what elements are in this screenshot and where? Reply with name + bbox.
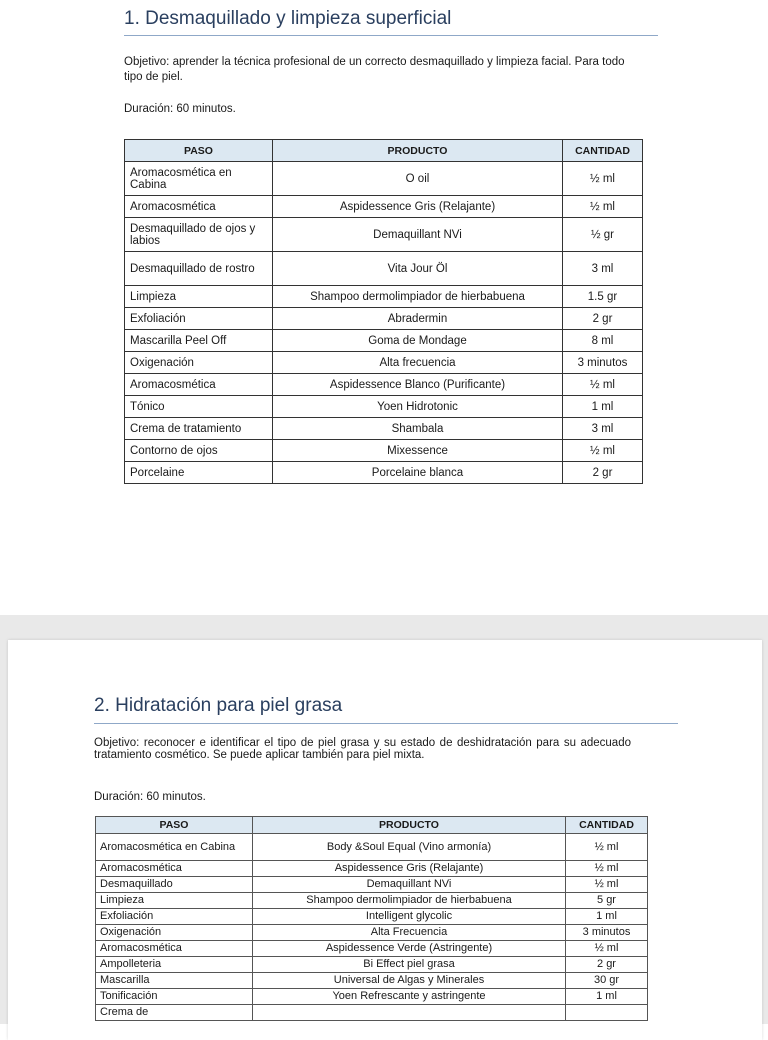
cell-paso: Porcelaine	[125, 462, 273, 484]
column-header-paso: PASO	[125, 140, 273, 162]
cell-producto: Shampoo dermolimpiador de hierbabuena	[253, 893, 566, 909]
section-2-objective: Objetivo: reconocer e identificar el tipo de piel grasa y su estado de deshidratación para su adecuado tratamiento cosmético. Se puede aplicar también para piel mixta.	[94, 737, 631, 761]
cell-cantidad: 2 gr	[566, 957, 648, 973]
cell-paso: Limpieza	[125, 286, 273, 308]
table-header-row	[125, 140, 643, 162]
table-row	[96, 989, 648, 1005]
title-underline	[94, 723, 678, 724]
cell-producto	[253, 1005, 566, 1021]
cell-cantidad: 1 ml	[563, 396, 643, 418]
table-row	[125, 440, 643, 462]
cell-cantidad	[566, 1005, 648, 1021]
table-row	[125, 418, 643, 440]
cell-cantidad: ½ ml	[563, 162, 643, 196]
cell-paso: Desmaquillado de rostro	[125, 252, 273, 286]
table-row	[125, 162, 643, 196]
section-1-title: 1. Desmaquillado y limpieza superficial	[124, 8, 452, 29]
cell-producto: Abradermin	[273, 308, 563, 330]
table-row	[125, 396, 643, 418]
cell-producto: Demaquillant NVi	[273, 218, 563, 252]
table-row	[96, 861, 648, 877]
cell-paso: Oxigenación	[125, 352, 273, 374]
cell-producto: Demaquillant NVi	[253, 877, 566, 893]
cell-producto: Aspidessence Verde (Astringente)	[253, 941, 566, 957]
cell-paso: Crema de tratamiento	[125, 418, 273, 440]
table-row	[125, 252, 643, 286]
section-2-table	[95, 816, 648, 1021]
cell-paso: Limpieza	[96, 893, 253, 909]
cell-paso: Desmaquillado	[96, 877, 253, 893]
cell-cantidad: ½ ml	[566, 861, 648, 877]
cell-paso: Tonificación	[96, 989, 253, 1005]
table-row	[125, 308, 643, 330]
column-header-producto: PRODUCTO	[253, 817, 566, 834]
cell-cantidad: 30 gr	[566, 973, 648, 989]
cell-producto: Yoen Refrescante y astringente	[253, 989, 566, 1005]
cell-paso: Aromacosmética	[125, 374, 273, 396]
cell-producto: Alta Frecuencia	[253, 925, 566, 941]
section-2-title: 2. Hidratación para piel grasa	[94, 695, 343, 716]
table-row	[96, 925, 648, 941]
section-2-duration: Duración: 60 minutos.	[94, 791, 206, 803]
cell-producto: Aspidessence Blanco (Purificante)	[273, 374, 563, 396]
cell-producto: Goma de Mondage	[273, 330, 563, 352]
table-header-row	[96, 817, 648, 834]
cell-paso: Exfoliación	[125, 308, 273, 330]
cell-cantidad: 8 ml	[563, 330, 643, 352]
table-row	[96, 877, 648, 893]
cell-cantidad: 3 ml	[563, 418, 643, 440]
cell-cantidad: ½ ml	[566, 941, 648, 957]
cell-cantidad: 3 minutos	[566, 925, 648, 941]
cell-producto: Shambala	[273, 418, 563, 440]
table-row	[96, 893, 648, 909]
document-page-2	[8, 640, 762, 1040]
column-header-paso: PASO	[96, 817, 253, 834]
cell-producto: Aspidessence Gris (Relajante)	[273, 196, 563, 218]
cell-cantidad: 1.5 gr	[563, 286, 643, 308]
cell-paso: Desmaquillado de ojos y labios	[125, 218, 273, 252]
cell-cantidad: 3 ml	[563, 252, 643, 286]
cell-producto: Shampoo dermolimpiador de hierbabuena	[273, 286, 563, 308]
cell-cantidad: ½ ml	[563, 374, 643, 396]
table-row	[96, 1005, 648, 1021]
table-row	[125, 218, 643, 252]
cell-producto: Bi Effect piel grasa	[253, 957, 566, 973]
cell-paso: Tónico	[125, 396, 273, 418]
cell-cantidad: ½ ml	[566, 834, 648, 861]
section-1-duration: Duración: 60 minutos.	[124, 103, 236, 115]
table-row	[96, 909, 648, 925]
cell-cantidad: 2 gr	[563, 462, 643, 484]
cell-paso: Oxigenación	[96, 925, 253, 941]
cell-producto: Yoen Hidrotonic	[273, 396, 563, 418]
cell-producto: Vita Jour Öl	[273, 252, 563, 286]
table-row	[96, 973, 648, 989]
column-header-producto: PRODUCTO	[273, 140, 563, 162]
cell-cantidad: ½ ml	[566, 877, 648, 893]
cell-producto: Intelligent glycolic	[253, 909, 566, 925]
cell-cantidad: 2 gr	[563, 308, 643, 330]
cell-paso: Crema de	[96, 1005, 253, 1021]
section-1-objective: Objetivo: aprender la técnica profesional de un correcto desmaquillado y limpieza facial. Para todo tipo de piel.	[124, 56, 625, 83]
cell-cantidad: ½ ml	[563, 196, 643, 218]
column-header-cantidad: CANTIDAD	[566, 817, 648, 834]
cell-cantidad: 1 ml	[566, 989, 648, 1005]
title-underline	[124, 35, 658, 36]
table-row	[96, 834, 648, 861]
cell-paso: Mascarilla Peel Off	[125, 330, 273, 352]
cell-producto: Alta frecuencia	[273, 352, 563, 374]
cell-cantidad: 3 minutos	[563, 352, 643, 374]
table-row	[96, 941, 648, 957]
cell-producto: Universal de Algas y Minerales	[253, 973, 566, 989]
table-row	[125, 196, 643, 218]
table-row	[125, 352, 643, 374]
cell-paso: Aromacosmética	[125, 196, 273, 218]
cell-cantidad: 5 gr	[566, 893, 648, 909]
table-row	[125, 330, 643, 352]
cell-producto: O oil	[273, 162, 563, 196]
cell-producto: Mixessence	[273, 440, 563, 462]
cell-paso: Aromacosmética en Cabina	[96, 834, 253, 861]
cell-cantidad: ½ ml	[563, 440, 643, 462]
cell-paso: Aromacosmética	[96, 941, 253, 957]
cell-cantidad: 1 ml	[566, 909, 648, 925]
cell-paso: Aromacosmética en Cabina	[125, 162, 273, 196]
cell-paso: Exfoliación	[96, 909, 253, 925]
cell-producto: Porcelaine blanca	[273, 462, 563, 484]
cell-producto: Body &Soul Equal (Vino armonía)	[253, 834, 566, 861]
column-header-cantidad: CANTIDAD	[563, 140, 643, 162]
cell-paso: Mascarilla	[96, 973, 253, 989]
cell-producto: Aspidessence Gris (Relajante)	[253, 861, 566, 877]
table-row	[125, 286, 643, 308]
cell-paso: Aromacosmética	[96, 861, 253, 877]
table-row	[96, 957, 648, 973]
cell-paso: Ampolleteria	[96, 957, 253, 973]
section-1-table	[124, 139, 643, 484]
cell-paso: Contorno de ojos	[125, 440, 273, 462]
cell-cantidad: ½ gr	[563, 218, 643, 252]
table-row	[125, 374, 643, 396]
table-row	[125, 462, 643, 484]
